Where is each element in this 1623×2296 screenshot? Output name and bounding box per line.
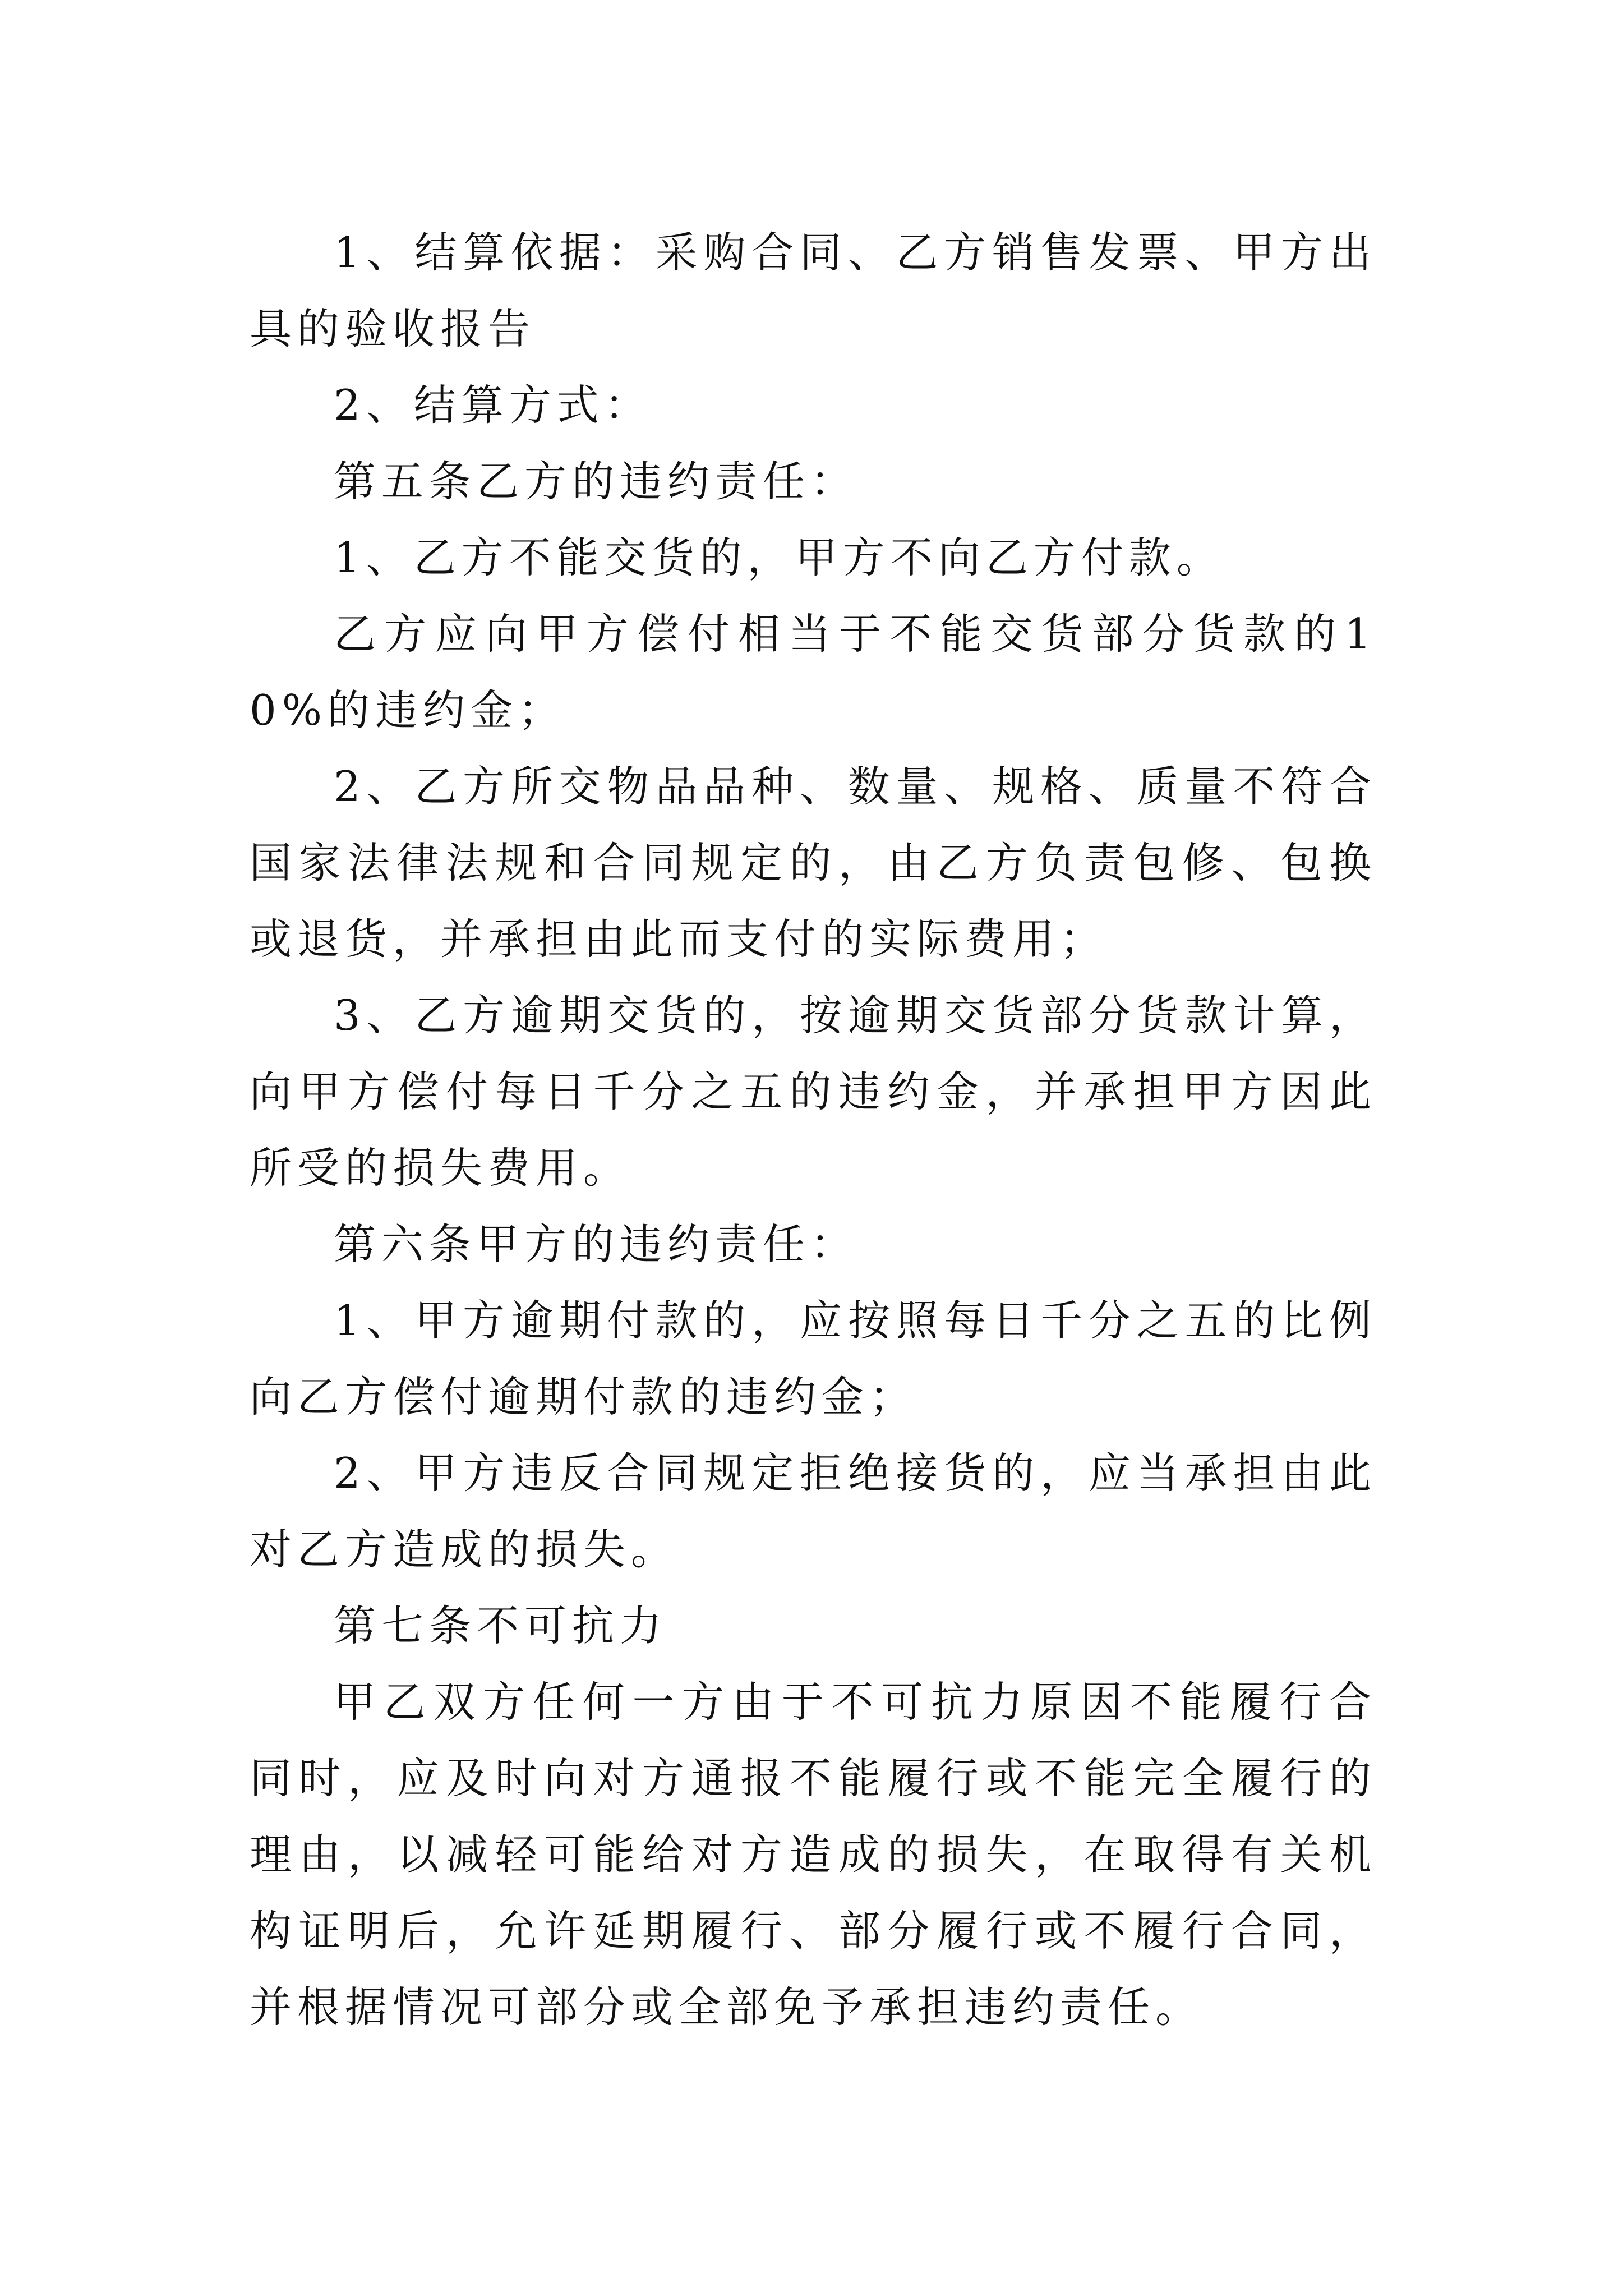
heading-article-five: 第五条乙方的违约责任： — [334, 457, 859, 506]
paragraph-party-a-late-payment: 1、甲方逾期付款的，应按照每日千分之五的比例向乙方偿付逾期付款的违约金； — [250, 1296, 1377, 1421]
heading-article-seven: 第七条不可抗力 — [334, 1601, 668, 1650]
paragraph-force-majeure: 甲乙双方任何一方由于不可抗力原因不能履行合同时，应及时向对方通报不能履行或不能完全履行的理由，以减轻可能给对方造成的损失，在取得有关机构证明后，允许延期履行、部分履行或不履行合同，并根据情况可部分或全部免予承担违约责任。 — [250, 1677, 1377, 2032]
paragraph-settlement-method: 2、结算方式： — [334, 380, 652, 430]
paragraph-party-b-penalty: 乙方应向甲方偿付相当于不能交货部分货款的10%的违约金； — [250, 609, 1377, 735]
paragraph-party-b-no-delivery: 1、乙方不能交货的，甲方不向乙方付款。 — [334, 533, 1224, 582]
paragraph-party-b-late-delivery: 3、乙方逾期交货的，按逾期交货部分货款计算，向甲方偿付每日千分之五的违约金，并承担甲方因此所受的损失费用。 — [250, 991, 1377, 1193]
heading-article-six: 第六条甲方的违约责任： — [334, 1220, 859, 1269]
paragraph-settlement-basis: 1、结算依据：采购合同、乙方销售发票、甲方出具的验收报告 — [250, 228, 1377, 353]
paragraph-party-a-refusal: 2、甲方违反合同规定拒绝接货的，应当承担由此对乙方造成的损失。 — [250, 1448, 1377, 1574]
document-body — [250, 214, 1377, 2045]
paragraph-party-b-quality: 2、乙方所交物品品种、数量、规格、质量不符合国家法律法规和合同规定的，由乙方负责包修、包换或退货，并承担由此而支付的实际费用； — [250, 762, 1377, 964]
